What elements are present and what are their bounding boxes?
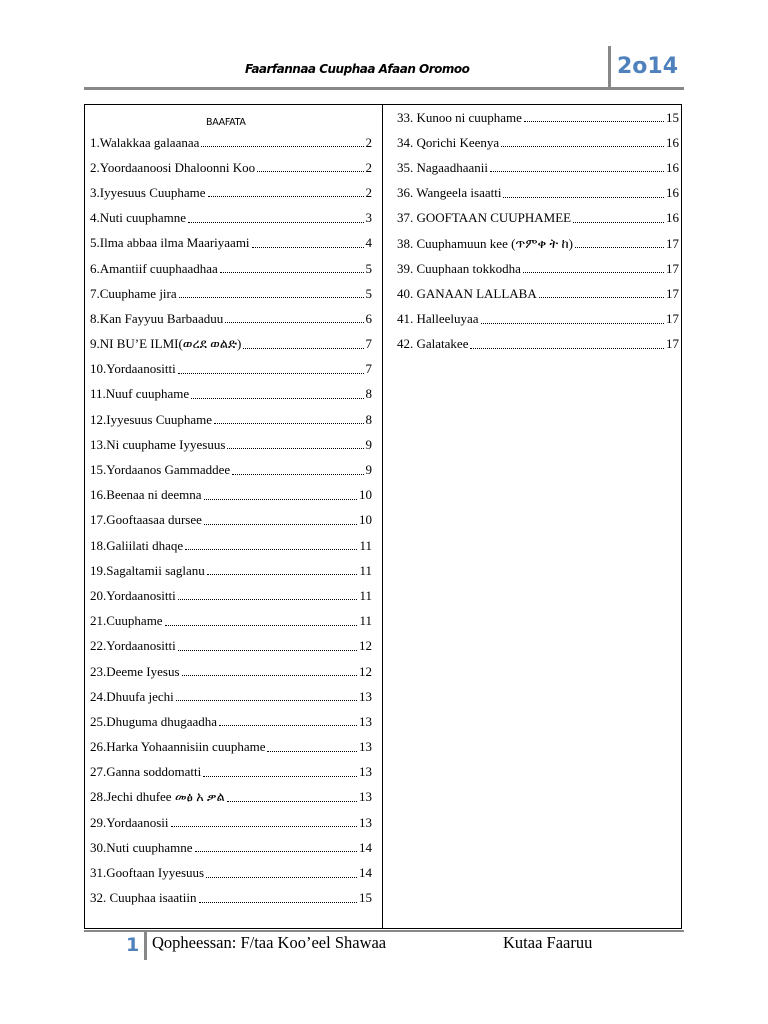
toc-entry-page: 13 xyxy=(359,739,372,755)
toc-dot-leader xyxy=(214,415,363,424)
toc-dot-leader xyxy=(208,188,364,197)
toc-entry-title: 10.Yordaanositti xyxy=(90,361,176,377)
toc-entry-page: 16 xyxy=(666,159,679,175)
toc-entry[interactable] xyxy=(90,634,372,659)
toc-dot-leader xyxy=(243,340,363,349)
toc-dot-leader xyxy=(178,642,357,651)
toc-dot-leader xyxy=(182,667,357,676)
toc-entry[interactable] xyxy=(90,735,372,760)
toc-dot-leader xyxy=(524,113,664,122)
toc-entry-title: 6.Amantiif cuuphaadhaa xyxy=(90,260,218,276)
toc-entry-title: 3.Iyyesuus Cuuphame xyxy=(90,184,206,200)
toc-entry-title: 40. GANAAN LALLABA xyxy=(397,285,537,301)
toc-dot-leader xyxy=(203,768,357,777)
toc-entry-page: 5 xyxy=(365,285,372,301)
header-divider xyxy=(608,46,611,88)
toc-entry-page: 16 xyxy=(666,210,679,226)
toc-entry[interactable] xyxy=(90,155,372,180)
toc-entry-page: 15 xyxy=(359,890,372,906)
toc-entry-title: 30.Nuti cuuphamne xyxy=(90,839,193,855)
toc-entry[interactable] xyxy=(90,558,372,583)
toc-entry-title: 19.Sagaltamii saglanu xyxy=(90,562,205,578)
toc-entry-page: 4 xyxy=(365,235,372,251)
toc-entry[interactable] xyxy=(90,709,372,734)
toc-entry-page: 10 xyxy=(359,512,372,528)
footer-rule xyxy=(84,930,684,932)
toc-entry-title: 42. Galatakee xyxy=(397,336,469,352)
toc-entry-title: 13.Ni cuuphame Iyyesuus xyxy=(90,436,226,452)
toc-entry-title: 35. Nagaadhaanii xyxy=(397,159,488,175)
toc-entry[interactable] xyxy=(90,583,372,608)
toc-dot-leader xyxy=(178,591,358,600)
toc-entry[interactable] xyxy=(397,181,679,206)
toc-entry[interactable] xyxy=(90,835,372,860)
toc-entry[interactable] xyxy=(90,382,372,407)
toc-entry[interactable] xyxy=(397,206,679,231)
toc-entry[interactable] xyxy=(90,886,372,911)
toc-entry-title: 23.Deeme Iyesus xyxy=(90,663,180,679)
footer-author: Qopheessan: F/taa Koo’eel Shawaa xyxy=(152,933,387,952)
toc-entry-page: 11 xyxy=(359,587,372,603)
toc-entry[interactable] xyxy=(90,407,372,432)
header-rule xyxy=(84,87,684,90)
toc-entry-title: 11.Nuuf cuuphame xyxy=(90,386,190,402)
toc-entry[interactable] xyxy=(90,432,372,457)
toc-entry-page: 13 xyxy=(359,814,372,830)
toc-entry[interactable] xyxy=(90,785,372,810)
toc-dot-leader xyxy=(176,692,357,701)
toc-entry-page: 17 xyxy=(666,311,679,327)
toc-entry-title: 27.Ganna soddomatti xyxy=(90,764,202,780)
toc-entry-page: 5 xyxy=(365,260,372,276)
toc-entry-title: 20.Yordaanositti xyxy=(90,587,176,603)
toc-entry-page: 8 xyxy=(365,411,372,427)
toc-dot-leader xyxy=(220,264,364,273)
toc-entry-title: 4.Nuti cuuphamne xyxy=(90,210,187,226)
toc-dot-leader xyxy=(171,818,358,827)
toc-entry-title: 9.NI BU’E ILMI(ወረደ ወልድ) xyxy=(90,336,242,352)
toc-entry-page: 2 xyxy=(365,184,372,200)
toc-entry[interactable] xyxy=(90,684,372,709)
toc-entry-title: 28.Jechi dhufee መፅ አ ቃል xyxy=(90,789,225,805)
toc-entry[interactable] xyxy=(397,307,679,332)
toc-entry-title: 2.Yoordaanoosi Dhaloonni Koo xyxy=(90,159,256,175)
toc-dot-leader xyxy=(204,516,357,525)
toc-entry-page: 12 xyxy=(359,663,372,679)
toc-dot-leader xyxy=(201,138,363,147)
toc-entry[interactable] xyxy=(90,332,372,357)
toc-entry-title: 18.Galiilati dhaqe xyxy=(90,537,184,553)
toc-entry[interactable] xyxy=(397,155,679,180)
toc-entry-page: 2 xyxy=(365,159,372,175)
toc-entry-page: 11 xyxy=(359,613,372,629)
toc-dot-leader xyxy=(227,440,363,449)
toc-dot-leader xyxy=(257,163,363,172)
toc-entry-page: 16 xyxy=(666,185,679,201)
toc-dot-leader xyxy=(185,541,357,550)
document-year: 2o14 xyxy=(617,54,679,79)
toc-entry[interactable] xyxy=(90,860,372,885)
toc-entry-title: 17.Gooftaasaa dursee xyxy=(90,512,202,528)
toc-entry[interactable] xyxy=(397,256,679,281)
document-title: Faarfannaa Cuuphaa Afaan Oromoo xyxy=(245,62,470,76)
toc-entry[interactable] xyxy=(397,130,679,155)
toc-entry[interactable] xyxy=(397,281,679,306)
toc-entry-title: 25.Dhuguma dhugaadha xyxy=(90,713,218,729)
toc-entry-title: 31.Gooftaan Iyyesuus xyxy=(90,865,205,881)
toc-entry-page: 9 xyxy=(365,436,372,452)
toc-entry-page: 6 xyxy=(365,310,372,326)
toc-heading: BAAFATA xyxy=(206,117,246,128)
toc-entry-title: 32. Cuuphaa isaatiin xyxy=(90,890,197,906)
toc-entry-title: 37. GOOFTAAN CUUPHAMEE xyxy=(397,210,572,226)
toc-dot-leader xyxy=(206,869,357,878)
toc-entry-page: 14 xyxy=(359,839,372,855)
toc-dot-leader xyxy=(227,793,357,802)
toc-dot-leader xyxy=(199,894,357,903)
toc-dot-leader xyxy=(503,189,664,198)
toc-entry-title: 22.Yordaanositti xyxy=(90,638,176,654)
toc-entry[interactable] xyxy=(90,231,372,256)
toc-entry-page: 9 xyxy=(365,462,372,478)
toc-entry-page: 17 xyxy=(666,285,679,301)
toc-entry[interactable] xyxy=(397,332,679,357)
toc-entry-page: 17 xyxy=(666,235,679,251)
toc-dot-leader xyxy=(470,340,664,349)
toc-entry-page: 2 xyxy=(365,134,372,150)
toc-entry-page: 14 xyxy=(359,865,372,881)
toc-entry-title: 16.Beenaa ni deemna xyxy=(90,487,202,503)
toc-entry-title: 1.Walakkaa galaanaa xyxy=(90,134,200,150)
toc-entry-page: 13 xyxy=(359,789,372,805)
toc-entry[interactable] xyxy=(90,760,372,785)
toc-entry-page: 3 xyxy=(365,210,372,226)
toc-entry[interactable] xyxy=(90,483,372,508)
toc-left-column xyxy=(90,130,372,911)
toc-entry-title: 5.Ilma abbaa ilma Maariyaami xyxy=(90,235,250,251)
toc-dot-leader xyxy=(481,315,664,324)
toc-dot-leader xyxy=(204,491,357,500)
toc-entry-page: 15 xyxy=(666,109,679,125)
toc-entry[interactable] xyxy=(397,231,679,256)
toc-entry[interactable] xyxy=(90,306,372,331)
toc-entry[interactable] xyxy=(90,281,372,306)
footer-section: Kutaa Faaruu xyxy=(503,933,593,952)
toc-dot-leader xyxy=(573,214,664,223)
toc-dot-leader xyxy=(207,566,358,575)
toc-dot-leader xyxy=(219,717,357,726)
toc-dot-leader xyxy=(195,843,357,852)
toc-entry-page: 8 xyxy=(365,386,372,402)
toc-dot-leader xyxy=(252,239,364,248)
toc-entry[interactable] xyxy=(397,105,679,130)
toc-entry-title: 41. Halleeluyaa xyxy=(397,311,479,327)
toc-entry-title: 8.Kan Fayyuu Barbaaduu xyxy=(90,310,224,326)
toc-entry-page: 7 xyxy=(365,336,372,352)
toc-right-column xyxy=(397,105,679,357)
toc-entry[interactable] xyxy=(90,659,372,684)
toc-entry[interactable] xyxy=(90,130,372,155)
toc-entry-page: 11 xyxy=(359,562,372,578)
toc-entry-title: 21.Cuuphame xyxy=(90,613,163,629)
toc-entry[interactable] xyxy=(90,180,372,205)
toc-entry-title: 38. Cuuphamuun kee (ጥምቀ ት ከ) xyxy=(397,235,573,251)
toc-entry-title: 12.Iyyesuus Cuuphame xyxy=(90,411,213,427)
toc-dot-leader xyxy=(225,314,363,323)
toc-dot-leader xyxy=(575,239,664,248)
toc-entry-title: 39. Cuuphaan tokkodha xyxy=(397,260,521,276)
toc-dot-leader xyxy=(539,289,664,298)
toc-dot-leader xyxy=(179,289,364,298)
toc-entry[interactable] xyxy=(90,609,372,634)
column-divider xyxy=(382,104,383,929)
toc-entry[interactable] xyxy=(90,357,372,382)
toc-entry-title: 24.Dhuufa jechi xyxy=(90,688,174,704)
toc-dot-leader xyxy=(267,743,357,752)
toc-entry-page: 13 xyxy=(359,764,372,780)
toc-dot-leader xyxy=(501,138,664,147)
toc-dot-leader xyxy=(191,390,363,399)
toc-entry[interactable] xyxy=(90,533,372,558)
page-number: 1 xyxy=(126,934,140,956)
toc-entry-page: 13 xyxy=(359,713,372,729)
toc-entry[interactable] xyxy=(90,810,372,835)
toc-entry[interactable] xyxy=(90,256,372,281)
toc-entry[interactable] xyxy=(90,206,372,231)
toc-entry-title: 34. Qorichi Keenya xyxy=(397,134,500,150)
toc-entry-page: 13 xyxy=(359,688,372,704)
toc-entry-page: 17 xyxy=(666,336,679,352)
toc-dot-leader xyxy=(523,264,664,273)
toc-entry-title: 15.Yordaanos Gammaddee xyxy=(90,462,231,478)
toc-entry-title: 7.Cuuphame jira xyxy=(90,285,177,301)
toc-dot-leader xyxy=(188,214,363,223)
toc-entry-title: 26.Harka Yohaannisiin cuuphame xyxy=(90,739,266,755)
toc-dot-leader xyxy=(165,617,358,626)
toc-entry[interactable] xyxy=(90,457,372,482)
toc-entry-page: 10 xyxy=(359,487,372,503)
toc-entry-page: 17 xyxy=(666,260,679,276)
toc-dot-leader xyxy=(178,365,364,374)
toc-entry-page: 11 xyxy=(359,537,372,553)
toc-entry-page: 16 xyxy=(666,134,679,150)
toc-entry-page: 12 xyxy=(359,638,372,654)
footer-divider xyxy=(144,932,147,960)
toc-entry-title: 33. Kunoo ni cuuphame xyxy=(397,109,522,125)
toc-entry-title: 36. Wangeela isaatti xyxy=(397,185,502,201)
toc-dot-leader xyxy=(490,163,664,172)
toc-entry-title: 29.Yordaanosii xyxy=(90,814,169,830)
toc-dot-leader xyxy=(232,466,363,475)
toc-entry-page: 7 xyxy=(365,361,372,377)
toc-entry[interactable] xyxy=(90,508,372,533)
